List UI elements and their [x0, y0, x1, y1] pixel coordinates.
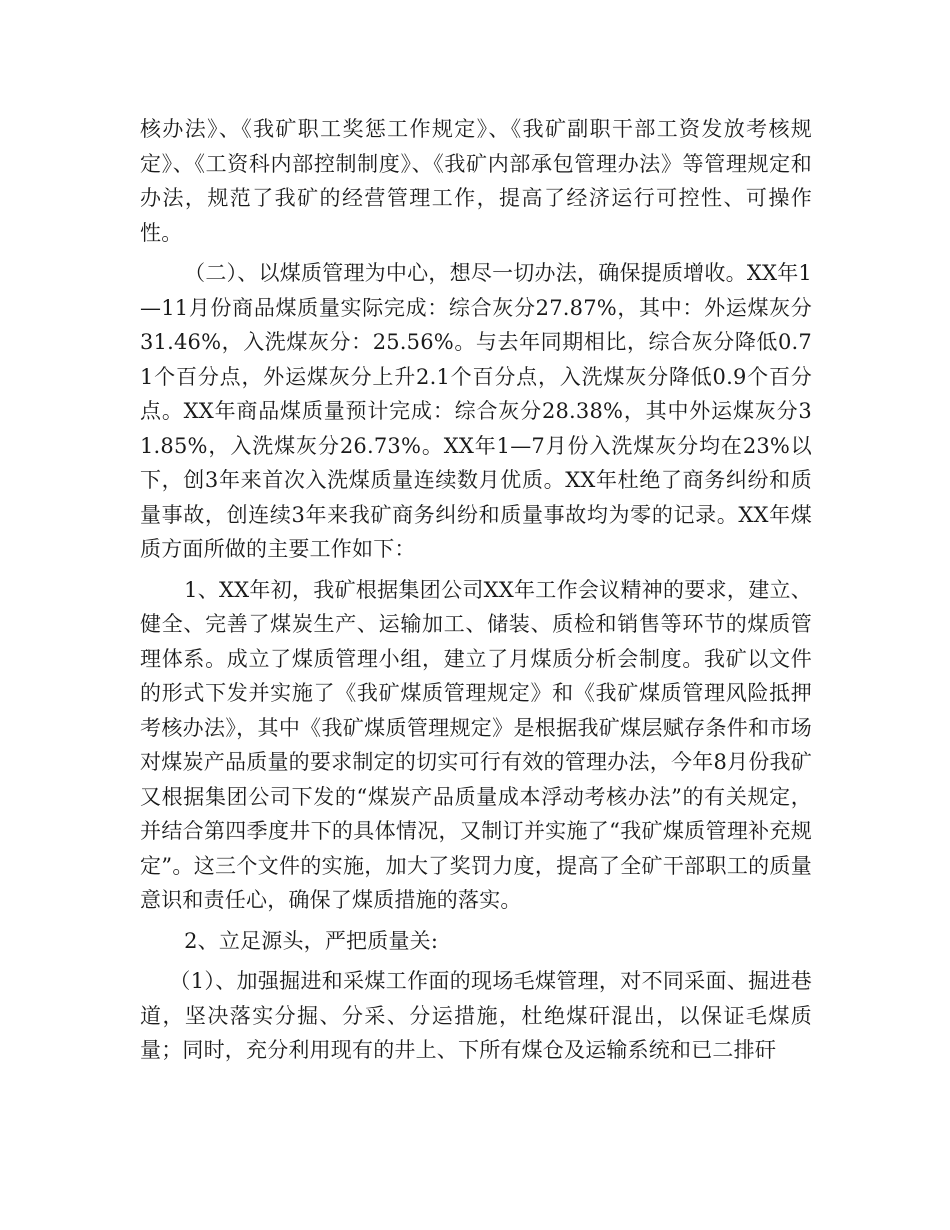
document-body	[140, 112, 812, 1068]
paragraph-coal-quality-summary: （二）、以煤质管理为中心，想尽一切办法，确保提质增收。XX年1—11月份商品煤质量实际完成：综合灰分27.87%，其中：外运煤灰分31.46%，入洗煤灰分：25.56%。与去年同期相比，综合灰分降低0.71个百分点，外运煤灰分上升2.1个百分点，入洗煤灰分降低0.9个百分点。XX年商品煤质量预计完成：综合灰分28.38%，其中外运煤灰分31.85%，入洗煤灰分26.73%。XX年1—7月份入洗煤灰分均在23%以下，创3年来首次入洗煤质量连续数月优质。XX年杜绝了商务纠纷和质量事故，创连续3年来我矿商务纠纷和质量事故均为零的记录。XX年煤质方面所做的主要工作如下：	[140, 261, 812, 561]
paragraph-raw-coal-management: （1）、加强掘进和采煤工作面的现场毛煤管理，对不同采面、掘进巷道，坚决落实分掘、分采、分运措施，杜绝煤矸混出，以保证毛煤质量；同时，充分利用现有的井上、下所有煤仓及运输系统和已二排矸	[140, 969, 812, 1062]
paragraph-management-rules: 核办法》、《我矿职工奖惩工作规定》、《我矿副职干部工资发放考核规定》、《工资科内部控制制度》、《我矿内部承包管理办法》等管理规定和办法，规范了我矿的经营管理工作，提高了经济运行可控性、可操作性。	[140, 117, 812, 245]
paragraph-quality-system: 1、XX年初，我矿根据集团公司XX年工作会议精神的要求，建立、健全、完善了煤炭生产、运输加工、储装、质检和销售等环节的煤质管理体系。成立了煤质管理小组，建立了月煤质分析会制度。我矿以文件的形式下发并实施了《我矿煤质管理规定》和《我矿煤质管理风险抵押考核办法》，其中《我矿煤质管理规定》是根据我矿煤层赋存条件和市场对煤炭产品质量的要求制定的切实可行有效的管理办法，今年8月份我矿又根据集团公司下发的“煤炭产品质量成本浮动考核办法”的有关规定，并结合第四季度井下的具体情况，又制订并实施了“我矿煤质管理补充规定”。这三个文件的实施，加大了奖罚力度，提高了全矿干部职工的质量意识和责任心，确保了煤质措施的落实。	[140, 577, 812, 912]
paragraph-source-control-heading: 2、立足源头，严把质量关:	[184, 928, 439, 953]
